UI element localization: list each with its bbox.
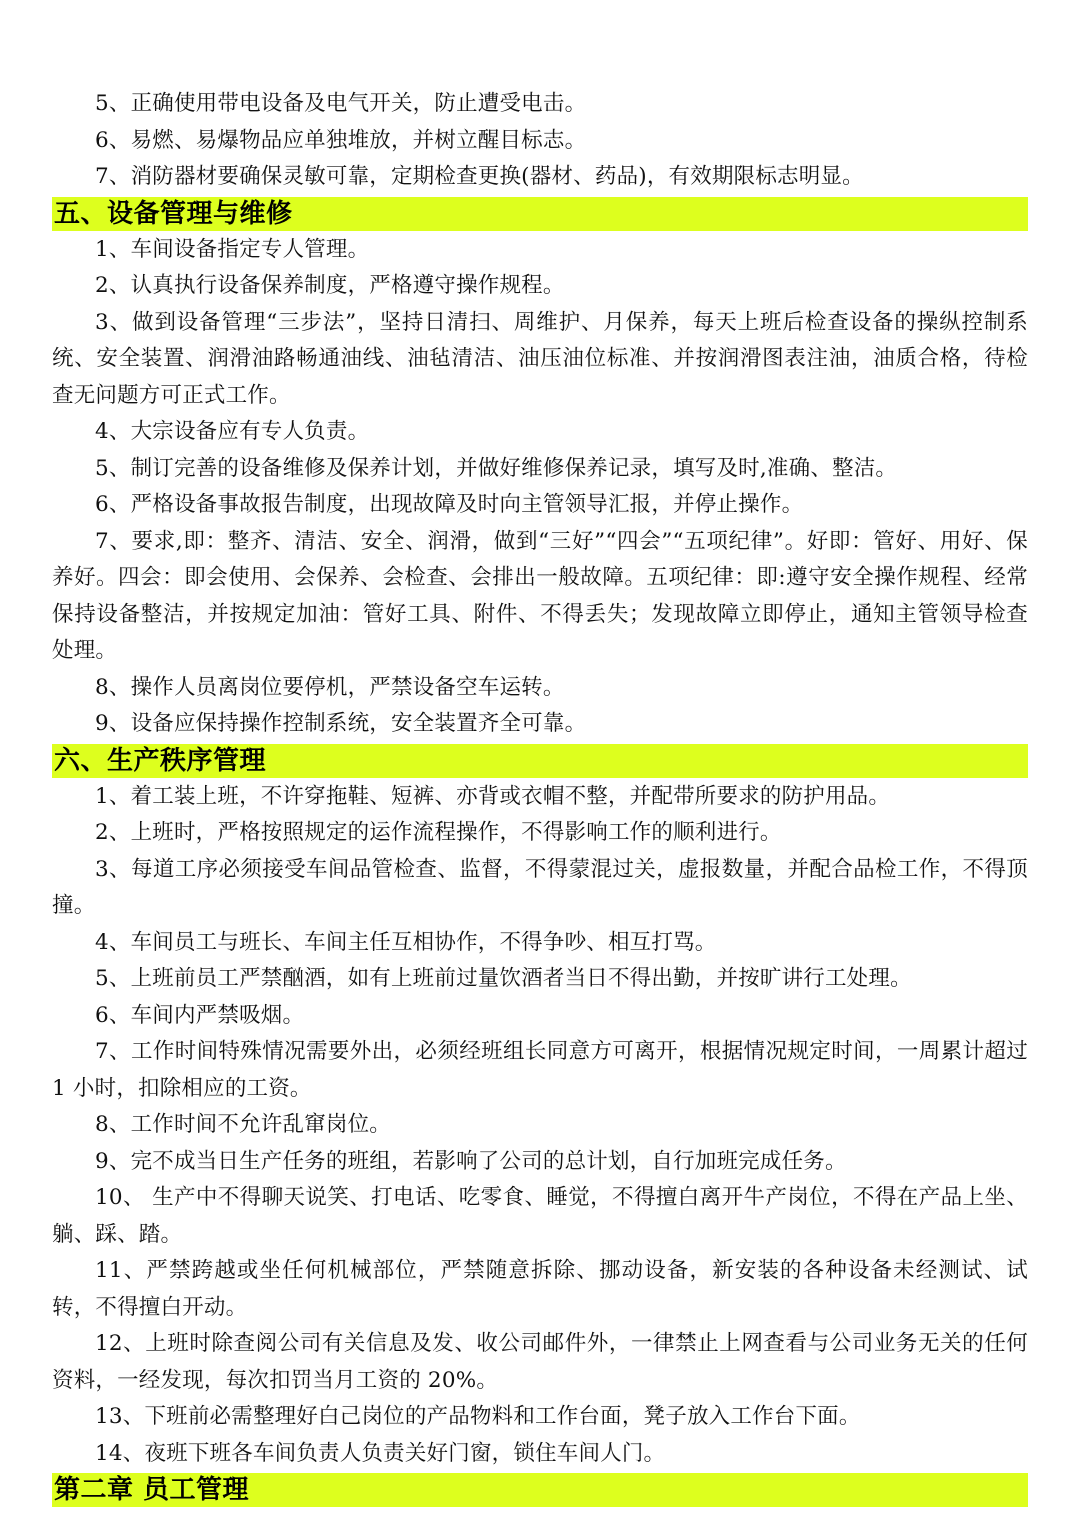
list-item: 9、设备应保持操作控制系统，安全装置齐全可靠。 — [95, 711, 587, 736]
list-item: 1、着工装上班，不许穿拖鞋、短裤、亦背或衣帽不整，并配带所要求的防护用品。 — [95, 783, 891, 809]
list-item: 5、制订完善的设备维修及保养计划，并做好维修保养记录，填写及时,准确、整洁。 — [95, 455, 898, 481]
list-item: 10、 生产中不得聊天说笑、打电话、吃零食、睡觉，不得擅白离开牛产岗位，不得在产品上坐、躺、踩、踏。 — [52, 1185, 1028, 1247]
section-heading-production: 六、生产秩序管理 — [52, 744, 1028, 778]
list-item: 4、大宗设备应有专人负责。 — [95, 419, 370, 444]
equipment-list — [52, 232, 1028, 743]
production-list — [52, 779, 1028, 1473]
list-item: 12、上班时除查阅公司有关信息及发、收公司邮件外，一律禁止上网查看与公司业务无关的任何资料，一经发现，每次扣罚当月工资的 20%。 — [52, 1331, 1028, 1393]
list-item: 6、严格设备事故报告制度，出现故障及时向主管领导汇报，并停止操作。 — [95, 492, 804, 517]
section-heading-equipment: 五、设备管理与维修 — [52, 197, 1028, 231]
list-item: 6、易燃、易爆物品应单独堆放，并树立醒目标志。 — [95, 127, 587, 153]
list-item: 2、认真执行设备保养制度，严格遵守操作规程。 — [95, 273, 565, 298]
chapter-heading: 第二章 员工管理 — [52, 1473, 1028, 1507]
list-item: 4、车间员工与班长、车间主任互相协作，不得争吵、相互打骂。 — [95, 929, 717, 955]
list-item: 6、车间内严禁吸烟。 — [95, 1002, 305, 1028]
list-item: 5、上班前员工严禁酗酒，如有上班前过量饮酒者当日不得出勤，并按旷讲行工处理。 — [95, 966, 912, 991]
list-item: 14、夜班下班各车间负责人负责关好门窗，锁住车间人门。 — [95, 1440, 666, 1466]
list-item: 7、要求,即：整齐、清洁、安全、润滑，做到“三好”“四会”“五项纪律”。好即：管好、用好、保养好。四会：即会使用、会保养、会检查、会排出一般故障。五项纪律：即:遵守安全操作规程、经常保持设备整洁，并按规定加油：管好工具、附件、不得丢失；发现故障立即停止，通知主管领导检查处理。 — [52, 528, 1028, 663]
list-item: 3、每道工序必须接受车间品管检查、监督，不得蒙混过关，虚报数量，并配合品检工作，不得顶撞。 — [52, 856, 1028, 918]
list-item: 1、车间设备指定专人管理。 — [95, 236, 370, 262]
list-item: 2、上班时，严格按照规定的运作流程操作，不得影响工作的顺利进行。 — [95, 820, 782, 845]
intro-list — [52, 86, 1028, 196]
list-item: 8、操作人员离岗位要停机，严禁设备空车运转。 — [95, 674, 565, 700]
list-item: 5、正确使用带电设备及电气开关，防止遭受电击。 — [95, 91, 587, 116]
list-item: 9、完不成当日生产任务的班组，若影响了公司的总计划，自行加班完成任务。 — [95, 1148, 847, 1174]
list-item: 8、工作时间不允许乱窜岗位。 — [95, 1112, 391, 1137]
list-item: 11、严禁跨越或坐任何机械部位，严禁随意拆除、挪动设备，新安装的各种设备未经测试、试转，不得擅白开动。 — [52, 1258, 1028, 1320]
list-item: 7、消防器材要确保灵敏可靠，定期检查更换(器材、药品)，有效期限标志明显。 — [95, 164, 864, 189]
list-item: 13、下班前必需整理好白己岗位的产品物料和工作台面，凳子放入工作台下面。 — [95, 1404, 861, 1429]
list-item: 7、工作时间特殊情况需要外出，必须经班组长同意方可离开，根据情况规定时间，一周累计超过 1 小时，扣除相应的工资。 — [52, 1039, 1028, 1101]
list-item: 3、做到设备管理“三步法”，坚持日清扫、周维护、月保养，每天上班后检查设备的操纵控制系统、安全装置、润滑油路畅通油线、油毡清洁、油压油位标准、并按润滑图表注油，油质合格，待检查无问题方可正式工作。 — [52, 309, 1028, 408]
